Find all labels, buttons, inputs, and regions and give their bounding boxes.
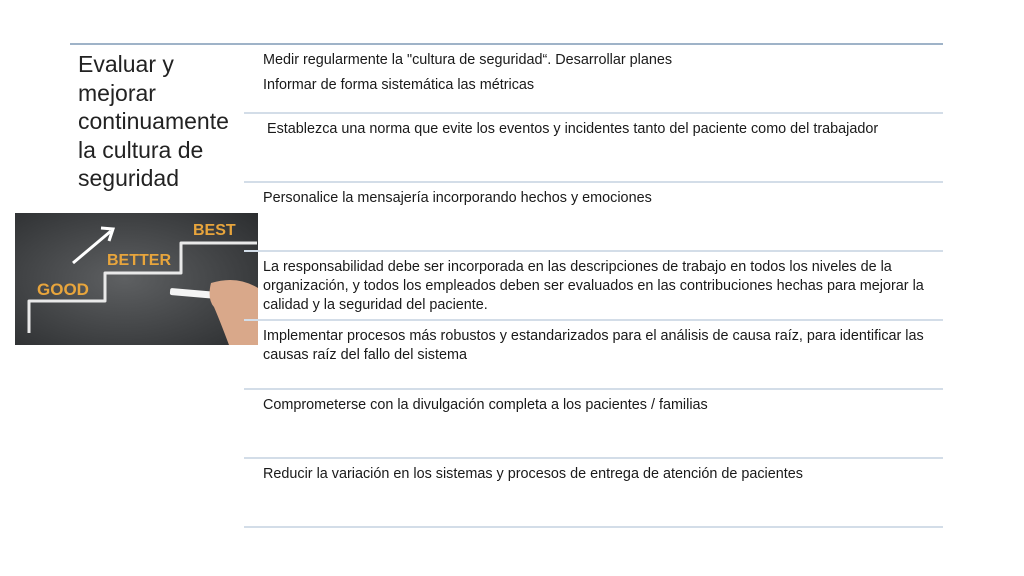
list-item bbox=[244, 390, 943, 459]
item-text: Implementar procesos más robustos y estandarizados para el análisis de causa raíz, para identificar las causas raíz del fallo del sistema bbox=[263, 328, 924, 363]
best-label: BEST bbox=[193, 222, 236, 239]
item-text: Informar de forma sistemática las métricas bbox=[263, 77, 535, 93]
item-text: La responsabilidad debe ser incorporada en las descripciones de trabajo en todos los niveles de la organización, y todos los empleados deben ser evaluados en las contribuciones hechas para mejorar la calidad y la seguridad del paciente. bbox=[263, 259, 924, 313]
list-item bbox=[244, 114, 943, 183]
stairs-illustration bbox=[15, 213, 258, 345]
title-line: la cultura de bbox=[78, 136, 204, 163]
chalkboard-stairs-image bbox=[15, 213, 258, 345]
list-item bbox=[244, 321, 943, 390]
title-line: Evaluar y bbox=[78, 51, 174, 77]
item-text: Comprometerse con la divulgación completa a los pacientes / familias bbox=[263, 397, 708, 413]
item-text: Reducir la variación en los sistemas y procesos de entrega de atención de pacientes bbox=[263, 466, 803, 482]
title-line: seguridad bbox=[78, 165, 180, 191]
item-text: Personalice la mensajería incorporando hechos y emociones bbox=[263, 190, 652, 206]
better-label: BETTER bbox=[107, 252, 171, 269]
title-line: mejorar bbox=[78, 79, 156, 106]
item-text: Medir regularmente la "cultura de seguridad“. Desarrollar planes bbox=[263, 52, 673, 68]
good-label: GOOD bbox=[37, 280, 89, 299]
item-text: Establezca una norma que evite los eventos y incidentes tanto del paciente como del trabajador bbox=[267, 121, 879, 137]
section-title bbox=[78, 50, 248, 193]
list-item bbox=[244, 459, 943, 528]
title-line: continuamente bbox=[78, 108, 229, 134]
list-item bbox=[244, 252, 943, 321]
practices-list bbox=[244, 45, 943, 528]
list-item bbox=[244, 45, 943, 114]
list-item bbox=[244, 183, 943, 252]
